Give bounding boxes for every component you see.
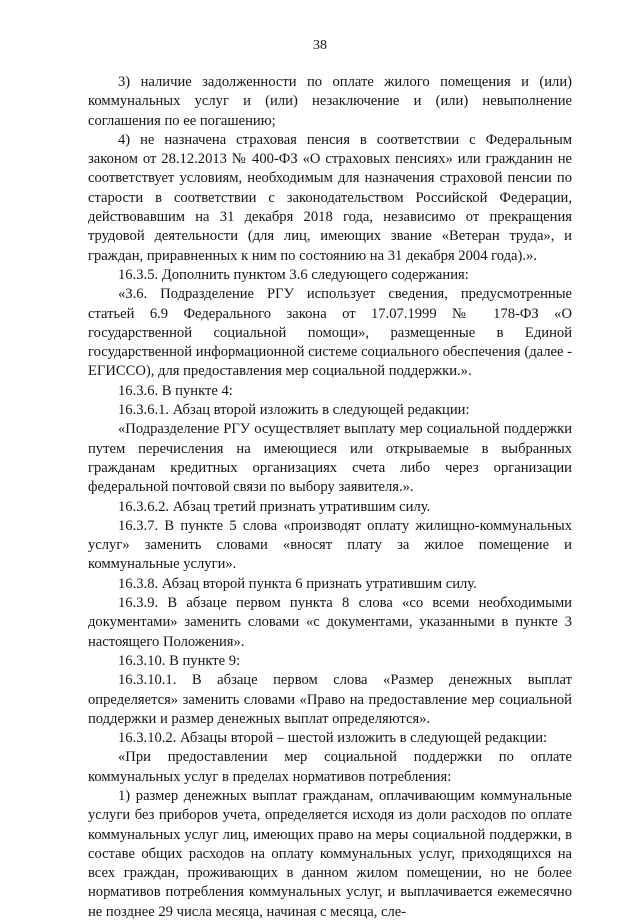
page-number: 38 bbox=[313, 38, 327, 53]
paragraph-3-6-text: «3.6. Подразделение РГУ использует сведения, предусмотренные статьей 6.9 Федерального закона от 17.07.1999 № 178-ФЗ «О государственной социальной помощи», размещенные в Единой государственной информационной системе социального обеспечения (далее - ЕГИССО), для предоставления мер социальной поддержки.». bbox=[88, 286, 572, 380]
paragraph-16-3-5: 16.3.5. Дополнить пунктом 3.6 следующего содержания: bbox=[118, 266, 469, 283]
paragraph-16-3-7: 16.3.7. В пункте 5 слова «производят оплату жилищно-коммунальных услуг» заменить словами «вносят плату за жилое помещение и коммунальные услуги». bbox=[88, 517, 572, 573]
paragraph-item-1: 1) размер денежных выплат гражданам, оплачивающим коммунальные услуги без приборов учета, определяется исходя из доли расходов по оплате коммунальных услуг лиц, имеющих право на меры социальной поддержки, в составе общих расходов на оплату коммунальных услуг, приходящихся на всех граждан, проживающих в данном жилом помещении, но не более нормативов потребления коммунальных услуг, и выплачивается ежемесячно не позднее 29 числа месяца, начиная с месяца, сле- bbox=[88, 787, 572, 920]
paragraph-pension-condition: 4) не назначена страховая пенсия в соответствии с Федеральным законом от 28.12.2013 № 400-ФЗ «О страховых пенсиях» или гражданин не соответствует условиям, необходимым для назначения страховой пенсии по старости в соответствии с законодательством Российской Федерации, действовавшим на 31 декабря 2018 года, независимо от прекращения трудовой деятельности (для лиц, имеющих звание «Ветеран труда», и граждан, приравненных к ним по состоянию на 31 декабря 2004 года).». bbox=[88, 131, 572, 264]
paragraph-16-3-6-2: 16.3.6.2. Абзац третий признать утратившим силу. bbox=[118, 498, 431, 515]
paragraph-16-3-10: 16.3.10. В пункте 9: bbox=[118, 652, 241, 669]
paragraph-rgu-payment: «Подразделение РГУ осуществляет выплату мер социальной поддержки путем перечисления на имеющиеся или открываемые в выбранных гражданам кредитных организациях счета либо через организации федеральной почтовой связи по выбору заявителя.». bbox=[88, 421, 572, 496]
document-body bbox=[88, 73, 572, 922]
paragraph-16-3-8: 16.3.8. Абзац второй пункта 6 признать утратившим силу. bbox=[118, 575, 477, 592]
paragraph-16-3-10-2: 16.3.10.2. Абзацы второй – шестой изложить в следующей редакции: bbox=[118, 730, 548, 747]
paragraph-16-3-6-1: 16.3.6.1. Абзац второй изложить в следующей редакции: bbox=[118, 402, 470, 419]
paragraph-16-3-9: 16.3.9. В абзаце первом пункта 8 слова «со всеми необходимыми документами» заменить словами «с документами, указанными в пункте 3 настоящего Положения». bbox=[88, 595, 572, 650]
paragraph-debt-condition: 3) наличие задолженности по оплате жилого помещения и (или) коммунальных услуг и (или) незаключение и (или) невыполнение соглашения по ее погашению; bbox=[88, 74, 572, 129]
paragraph-16-3-10-1: 16.3.10.1. В абзаце первом слова «Размер денежных выплат определяется» заменить словами «Право на предоставление мер социальной поддержки и размер денежных выплат определяются». bbox=[88, 672, 572, 727]
paragraph-utility-support: «При предоставлении мер социальной поддержки по оплате коммунальных услуг в пределах нормативов потребления: bbox=[88, 749, 572, 785]
paragraph-16-3-6: 16.3.6. В пункте 4: bbox=[118, 382, 233, 399]
